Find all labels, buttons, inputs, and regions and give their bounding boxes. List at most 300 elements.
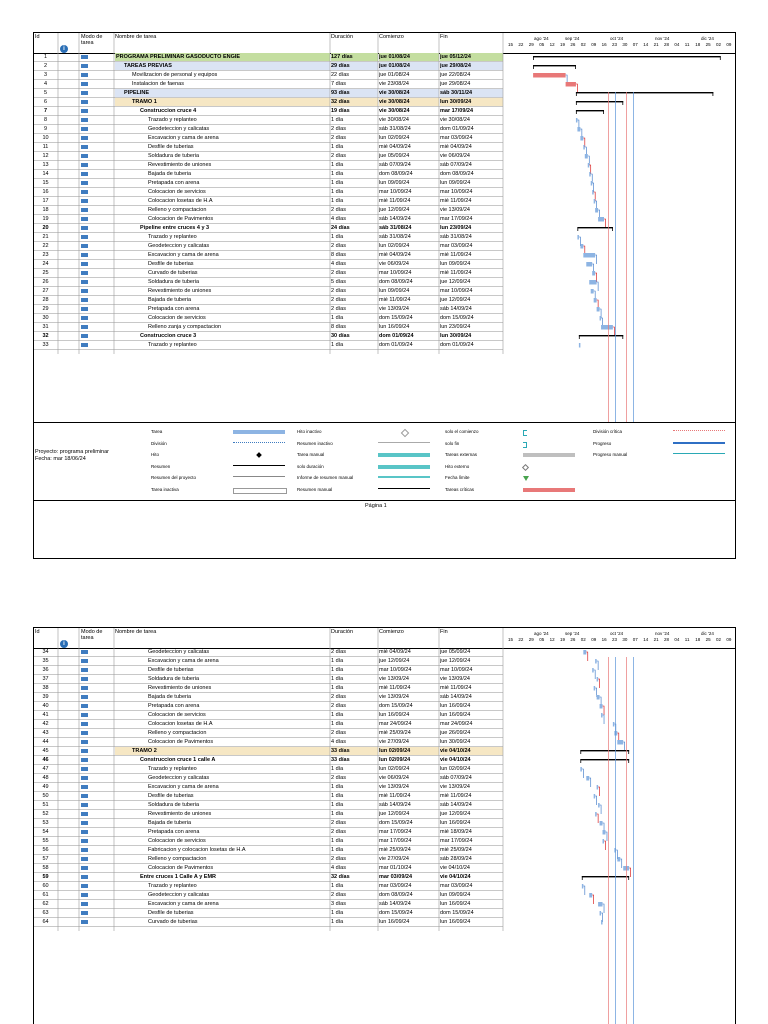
task-finish[interactable]: vie 04/10/24	[440, 865, 470, 871]
task-start[interactable]: vie 06/09/24	[379, 775, 409, 781]
task-duration[interactable]: 2 días	[331, 297, 346, 303]
task-start[interactable]: dom 08/09/24	[379, 171, 413, 177]
task-start[interactable]: dom 15/09/24	[379, 315, 413, 321]
task-duration[interactable]: 93 días	[331, 89, 378, 97]
task-finish[interactable]: mié 11/09/24	[440, 270, 472, 276]
col-duration[interactable]: Duración	[331, 629, 354, 635]
task-finish[interactable]: sáb 14/09/24	[440, 694, 472, 700]
task-name[interactable]: Colocacion losetas de H.A	[148, 198, 213, 204]
task-duration[interactable]: 1 día	[331, 162, 344, 168]
task-start[interactable]: dom 15/09/24	[379, 703, 413, 709]
task-name[interactable]: Colocacion de servicios	[148, 838, 206, 844]
task-start[interactable]: jue 12/09/24	[379, 207, 410, 213]
timescale-day: 30	[622, 637, 628, 642]
task-name[interactable]: Relleno y compactacion	[148, 856, 207, 862]
task-start[interactable]: dom 15/09/24	[379, 910, 413, 916]
col-finish[interactable]: Fin	[440, 34, 448, 40]
task-start[interactable]: jue 12/09/24	[379, 811, 410, 817]
task-name[interactable]: Relleno zanja y compactacion	[148, 324, 222, 330]
task-name[interactable]: Excavacion y cama de arena	[148, 252, 219, 258]
col-name[interactable]: Nombre de tarea	[115, 34, 157, 40]
task-duration[interactable]: 1 día	[331, 234, 344, 240]
task-start[interactable]: mar 17/09/24	[379, 838, 412, 844]
task-start[interactable]: jue 05/09/24	[379, 153, 410, 159]
task-name[interactable]: Construccion cruce 4	[140, 108, 197, 114]
task-finish[interactable]: mié 11/09/24	[440, 198, 472, 204]
task-start[interactable]: mar 01/10/24	[379, 865, 412, 871]
task-start[interactable]: dom 08/09/24	[379, 279, 413, 285]
task-duration[interactable]: 2 días	[331, 703, 346, 709]
task-name[interactable]: Revestimiento de uniones	[148, 685, 212, 691]
task-start[interactable]: jue 01/08/24	[379, 72, 410, 78]
task-finish[interactable]: jue 29/08/24	[440, 81, 471, 87]
row-id: 8	[43, 117, 48, 123]
task-finish[interactable]: sáb 31/08/24	[440, 234, 472, 240]
task-duration[interactable]: 2 días	[331, 243, 346, 249]
row-id: 21	[42, 234, 49, 240]
task-name[interactable]: Pipeline entre cruces 4 y 3	[140, 225, 210, 231]
task-duration[interactable]: 1 día	[331, 189, 344, 195]
task-finish[interactable]: mar 17/09/24	[440, 108, 474, 114]
task-start[interactable]: mar 03/09/24	[379, 874, 413, 880]
task-start[interactable]: lun 09/09/24	[379, 180, 410, 186]
task-name[interactable]: Desfile de tuberias	[148, 144, 194, 150]
row-id: 4	[43, 81, 48, 87]
task-duration[interactable]: 1 día	[331, 685, 344, 691]
task-finish[interactable]: jue 05/12/24	[440, 53, 503, 61]
task-finish[interactable]: vie 06/09/24	[440, 153, 470, 159]
task-duration[interactable]: 29 días	[331, 62, 378, 70]
task-start[interactable]: vie 23/08/24	[379, 81, 409, 87]
task-start[interactable]: mar 10/09/24	[379, 270, 412, 276]
task-duration[interactable]: 1 día	[331, 658, 344, 664]
task-duration[interactable]: 2 días	[331, 153, 346, 159]
task-name[interactable]: Curvado de tuberias	[148, 919, 198, 925]
row-id: 20	[42, 225, 49, 231]
row-id: 19	[42, 216, 49, 222]
task-name[interactable]: Revestimiento de uniones	[148, 811, 212, 817]
task-finish[interactable]: lun 23/09/24	[440, 225, 472, 231]
row-id: 49	[42, 784, 49, 790]
task-name[interactable]: Entre cruces 1 Calle A y EMR	[140, 874, 217, 880]
task-duration[interactable]: 2 días	[331, 694, 346, 700]
task-finish[interactable]: dom 15/09/24	[440, 910, 474, 916]
task-start[interactable]: sáb 31/08/24	[379, 126, 411, 132]
task-name[interactable]: Pretapada con arena	[148, 703, 200, 709]
task-duration[interactable]: 2 días	[331, 135, 346, 141]
task-finish[interactable]: sáb 30/11/24	[440, 89, 503, 97]
task-name[interactable]: Relleno y compactacion	[148, 730, 207, 736]
task-finish[interactable]: lun 09/09/24	[440, 892, 471, 898]
task-finish[interactable]: lun 02/09/24	[440, 766, 471, 772]
task-duration[interactable]: 1 día	[331, 802, 344, 808]
task-finish[interactable]: sáb 07/09/24	[440, 162, 472, 168]
task-start[interactable]: vie 06/09/24	[379, 261, 409, 267]
task-finish[interactable]: mar 03/09/24	[440, 883, 473, 889]
task-start[interactable]: mié 11/09/24	[379, 297, 411, 303]
task-name[interactable]: Construccion cruce 1 calle A	[140, 757, 216, 763]
task-name[interactable]: Revestimiento de uniones	[148, 162, 212, 168]
task-start[interactable]: vie 30/08/24	[379, 98, 439, 106]
task-duration[interactable]: 1 día	[331, 198, 344, 204]
task-finish[interactable]: lun 16/09/24	[440, 712, 471, 718]
task-start[interactable]: mié 04/09/24	[379, 252, 411, 258]
task-name[interactable]: Desfile de tuberias	[148, 667, 194, 673]
task-start[interactable]: mié 25/09/24	[379, 730, 411, 736]
task-start[interactable]: lun 02/09/24	[379, 747, 439, 755]
task-start[interactable]: dom 01/09/24	[379, 333, 414, 339]
task-finish[interactable]: sáb 28/09/24	[440, 856, 472, 862]
task-start[interactable]: vie 30/08/24	[379, 89, 439, 97]
task-duration[interactable]: 4 días	[331, 261, 346, 267]
timescale-day: 05	[539, 637, 545, 642]
task-finish[interactable]: mié 11/09/24	[440, 793, 472, 799]
timescale-day: 07	[632, 637, 638, 642]
task-finish[interactable]: vie 13/09/24	[440, 676, 470, 682]
col-name[interactable]: Nombre de tarea	[115, 629, 157, 635]
task-start[interactable]: vie 30/08/24	[379, 108, 410, 114]
task-finish[interactable]: dom 08/09/24	[440, 171, 474, 177]
task-finish[interactable]: mié 11/09/24	[440, 685, 472, 691]
task-name[interactable]: PROGRAMA PRELIMINAR GASODUCTO ENGIE	[115, 53, 330, 61]
task-name[interactable]: Bajada de tuberia	[148, 694, 192, 700]
task-duration[interactable]: 30 días	[331, 333, 350, 339]
task-finish[interactable]: mar 03/09/24	[440, 243, 473, 249]
legend-label: Progreso	[593, 440, 612, 446]
task-start[interactable]: mié 25/09/24	[379, 847, 411, 853]
task-finish[interactable]: lun 30/09/24	[440, 739, 471, 745]
task-start[interactable]: mar 10/09/24	[379, 189, 412, 195]
task-start[interactable]: dom 15/09/24	[379, 820, 413, 826]
task-name[interactable]: Pretapada con arena	[148, 306, 200, 312]
task-start[interactable]: mar 24/09/24	[379, 721, 412, 727]
task-name[interactable]: Desfile de tuberias	[148, 261, 194, 267]
task-name[interactable]: Geodeteccion y calicatas	[148, 126, 210, 132]
task-duration[interactable]: 2 días	[331, 126, 346, 132]
task-duration[interactable]: 7 días	[331, 81, 346, 87]
task-start[interactable]: mié 04/09/24	[379, 144, 411, 150]
row-id: 17	[42, 198, 49, 204]
task-duration[interactable]: 1 día	[331, 144, 344, 150]
task-finish[interactable]: mar 10/09/24	[440, 667, 473, 673]
project-date: Fecha: mar 18/06/24	[35, 456, 86, 462]
row-id: 1	[43, 54, 48, 60]
task-name[interactable]: Excavacion y cama de arena	[148, 658, 219, 664]
task-duration[interactable]: 1 día	[331, 883, 344, 889]
timescale-day: 26	[570, 42, 576, 47]
row-id: 64	[42, 919, 49, 925]
task-start[interactable]: lun 02/09/24	[379, 757, 411, 763]
task-start[interactable]: jue 01/08/24	[379, 53, 439, 61]
task-duration[interactable]: 1 día	[331, 811, 344, 817]
task-duration[interactable]: 5 días	[331, 279, 346, 285]
row-id: 11	[42, 144, 49, 150]
task-start[interactable]: mié 04/09/24	[379, 649, 411, 655]
task-finish[interactable]: lun 30/09/24	[440, 333, 472, 339]
task-name[interactable]: Excavacion y cama de arena	[148, 135, 219, 141]
task-duration[interactable]: 1 día	[331, 315, 344, 321]
col-start[interactable]: Comienzo	[379, 629, 404, 635]
task-duration[interactable]: 2 días	[331, 892, 346, 898]
task-start[interactable]: lun 02/09/24	[379, 243, 410, 249]
task-finish[interactable]: jue 12/09/24	[440, 297, 471, 303]
col-start[interactable]: Comienzo	[379, 34, 404, 40]
task-finish[interactable]: lun 09/09/24	[440, 261, 471, 267]
row-id: 16	[42, 189, 49, 195]
task-name[interactable]: Colocacion de Pavimentos	[148, 216, 214, 222]
task-duration[interactable]: 22 días	[331, 72, 350, 78]
task-name[interactable]: Colocacion de servicios	[148, 712, 206, 718]
task-duration[interactable]: 1 día	[331, 667, 344, 673]
col-mode[interactable]: Modo de tarea	[81, 34, 103, 46]
timescale-day: 04	[674, 42, 680, 47]
task-start[interactable]: lun 16/09/24	[379, 712, 410, 718]
task-duration[interactable]: 2 días	[331, 730, 346, 736]
task-finish[interactable]: sáb 14/09/24	[440, 306, 472, 312]
task-finish[interactable]: mié 11/09/24	[440, 252, 472, 258]
task-start[interactable]: mié 11/09/24	[379, 198, 411, 204]
task-duration[interactable]: 8 días	[331, 324, 346, 330]
task-start[interactable]: vie 27/09/24	[379, 856, 409, 862]
task-duration[interactable]: 19 días	[331, 108, 350, 114]
task-start[interactable]: dom 01/09/24	[379, 342, 413, 348]
task-duration[interactable]: 2 días	[331, 649, 346, 655]
task-name[interactable]: Colocacion de servicios	[148, 189, 206, 195]
task-duration[interactable]: 1 día	[331, 910, 344, 916]
task-start[interactable]: jue 12/09/24	[379, 658, 410, 664]
task-finish[interactable]: vie 13/09/24	[440, 207, 470, 213]
task-start[interactable]: vie 13/09/24	[379, 784, 409, 790]
task-duration[interactable]: 1 día	[331, 766, 344, 772]
task-duration[interactable]: 32 días	[331, 874, 350, 880]
task-name[interactable]: TRAMO 1	[115, 98, 330, 106]
task-name[interactable]: Desfile de tuberias	[148, 793, 194, 799]
task-duration[interactable]: 1 día	[331, 180, 344, 186]
task-duration[interactable]: 1 día	[331, 171, 344, 177]
task-duration[interactable]: 1 día	[331, 117, 344, 123]
task-name[interactable]: Revestimiento de uniones	[148, 288, 212, 294]
timescale-day: 28	[664, 42, 670, 47]
task-start[interactable]: vie 13/09/24	[379, 306, 409, 312]
task-name[interactable]: Excavacion y cama de arena	[148, 784, 219, 790]
row-id: 7	[43, 108, 48, 114]
task-finish[interactable]: lun 30/09/24	[440, 98, 503, 106]
task-duration[interactable]: 33 días	[331, 757, 350, 763]
task-name[interactable]: Pretapada con arena	[148, 180, 200, 186]
task-finish[interactable]: sáb 14/09/24	[440, 802, 472, 808]
task-finish[interactable]: lun 23/09/24	[440, 324, 471, 330]
task-finish[interactable]: lun 16/09/24	[440, 703, 471, 709]
task-name[interactable]: Curvado de tuberias	[148, 270, 198, 276]
task-start[interactable]: jue 01/08/24	[379, 62, 439, 70]
task-duration[interactable]: 2 días	[331, 306, 346, 312]
task-finish[interactable]: jue 26/09/24	[440, 730, 471, 736]
task-duration[interactable]: 4 días	[331, 865, 346, 871]
task-finish[interactable]: jue 12/09/24	[440, 279, 471, 285]
info-icon[interactable]: i	[60, 45, 68, 53]
timescale-day: 16	[601, 42, 607, 47]
row-id: 18	[42, 207, 49, 213]
timescale-day: 09	[726, 637, 732, 642]
task-duration[interactable]: 2 días	[331, 820, 346, 826]
gantt-guide-line	[633, 657, 634, 1024]
task-name[interactable]: Colocacion losetas de H.A	[148, 721, 213, 727]
task-duration[interactable]: 1 día	[331, 784, 344, 790]
task-name[interactable]: Pretapada con arena	[148, 829, 200, 835]
task-start[interactable]: sáb 31/08/24	[379, 225, 412, 231]
task-finish[interactable]: lun 16/09/24	[440, 820, 471, 826]
task-finish[interactable]: jue 12/09/24	[440, 658, 471, 664]
task-finish[interactable]: mar 03/09/24	[440, 135, 473, 141]
task-start[interactable]: sáb 14/09/24	[379, 802, 411, 808]
task-name[interactable]: Bajada de tuberia	[148, 297, 192, 303]
task-name[interactable]: Soldadura de tuberia	[148, 676, 200, 682]
task-duration[interactable]: 24 días	[331, 225, 350, 231]
task-duration[interactable]: 1 día	[331, 847, 344, 853]
task-finish[interactable]: jue 05/09/24	[440, 649, 471, 655]
task-duration[interactable]: 2 días	[331, 775, 346, 781]
task-duration[interactable]: 1 día	[331, 793, 344, 799]
task-duration[interactable]: 3 días	[331, 901, 346, 907]
task-finish[interactable]: lun 09/09/24	[440, 180, 471, 186]
task-start[interactable]: vie 13/09/24	[379, 694, 409, 700]
task-name[interactable]: Movilizacion de personal y equipos	[132, 72, 218, 78]
task-name[interactable]: Soldadura de tuberia	[148, 153, 200, 159]
task-duration[interactable]: 2 días	[331, 288, 346, 294]
task-finish[interactable]: dom 15/09/24	[440, 315, 474, 321]
task-name[interactable]: Relleno y compactacion	[148, 207, 207, 213]
task-finish[interactable]: mar 10/09/24	[440, 288, 473, 294]
task-start[interactable]: sáb 07/09/24	[379, 162, 411, 168]
task-start[interactable]: sáb 14/09/24	[379, 901, 411, 907]
timescale-day: 22	[518, 637, 524, 642]
task-duration[interactable]: 4 días	[331, 216, 346, 222]
col-id[interactable]: Id	[35, 629, 40, 635]
task-finish[interactable]: lun 16/09/24	[440, 919, 471, 925]
task-name[interactable]: Construccion cruce 3	[140, 333, 197, 339]
task-duration[interactable]: 1 día	[331, 342, 344, 348]
legend-label: División	[151, 440, 167, 446]
task-name[interactable]: Bajada de tuberia	[148, 171, 192, 177]
row-id: 62	[42, 901, 49, 907]
task-name[interactable]: Colocacion de Pavimentos	[148, 865, 214, 871]
info-icon[interactable]: i	[60, 640, 68, 648]
task-duration[interactable]: 2 días	[331, 829, 346, 835]
task-name[interactable]: Instalacion de faenas	[132, 81, 184, 87]
task-name[interactable]: Geodeteccion y calicatas	[148, 243, 210, 249]
task-start[interactable]: lun 09/09/24	[379, 288, 410, 294]
task-name[interactable]: Soldadura de tuberia	[148, 279, 200, 285]
task-duration[interactable]: 32 días	[331, 98, 378, 106]
task-duration[interactable]: 2 días	[331, 856, 346, 862]
task-finish[interactable]: lun 16/09/24	[440, 901, 471, 907]
task-name[interactable]: Trazado y replanteo	[148, 766, 197, 772]
task-start[interactable]: lun 02/09/24	[379, 766, 410, 772]
task-start[interactable]: lun 16/09/24	[379, 324, 410, 330]
col-duration[interactable]: Duración	[331, 34, 354, 40]
task-duration[interactable]: 8 días	[331, 252, 346, 258]
task-finish[interactable]: mar 10/09/24	[440, 189, 473, 195]
task-duration[interactable]: 1 día	[331, 838, 344, 844]
task-name[interactable]: TRAMO 2	[115, 747, 330, 755]
task-name[interactable]: Excavacion y cama de arena	[148, 901, 219, 907]
task-name[interactable]: Trazado y replanteo	[148, 117, 197, 123]
task-name[interactable]: Fabricacion y colocacion losetas de H.A	[148, 847, 246, 853]
task-name[interactable]: Geodeteccion y calicatas	[148, 892, 210, 898]
task-duration[interactable]: 33 días	[331, 747, 378, 755]
task-duration[interactable]: 4 días	[331, 739, 346, 745]
task-finish[interactable]: vie 30/08/24	[440, 117, 470, 123]
task-duration[interactable]: 2 días	[331, 207, 346, 213]
task-name[interactable]: Colocacion de Pavimentos	[148, 739, 214, 745]
task-finish[interactable]: jue 12/09/24	[440, 811, 471, 817]
task-finish[interactable]: sáb 07/09/24	[440, 775, 472, 781]
task-name[interactable]: Geodeteccion y calicatas	[148, 649, 210, 655]
col-mode[interactable]: Modo de tarea	[81, 629, 103, 641]
task-finish[interactable]: vie 04/10/24	[440, 874, 471, 880]
task-name[interactable]: Trazado y replanteo	[148, 883, 197, 889]
task-start[interactable]: sáb 31/08/24	[379, 234, 411, 240]
task-name[interactable]: Soldadura de tuberia	[148, 802, 200, 808]
task-duration[interactable]: 1 día	[331, 712, 344, 718]
task-finish[interactable]: vie 04/10/24	[440, 747, 503, 755]
task-start[interactable]: lun 16/09/24	[379, 919, 410, 925]
task-start[interactable]: mar 10/09/24	[379, 667, 412, 673]
task-name[interactable]: Trazado y replanteo	[148, 234, 197, 240]
task-duration[interactable]: 2 días	[331, 270, 346, 276]
task-finish[interactable]: mar 17/09/24	[440, 216, 473, 222]
task-start[interactable]: mié 11/09/24	[379, 685, 411, 691]
gantt-guide-line	[608, 657, 609, 1024]
task-start[interactable]: vie 13/09/24	[379, 676, 409, 682]
task-name[interactable]: TAREAS PREVIAS	[115, 62, 330, 70]
task-name[interactable]: PIPELINE	[115, 89, 330, 97]
task-start[interactable]: lun 02/09/24	[379, 135, 410, 141]
task-start[interactable]: dom 08/09/24	[379, 892, 413, 898]
task-name[interactable]: Trazado y replanteo	[148, 342, 197, 348]
col-finish[interactable]: Fin	[440, 629, 448, 635]
task-start[interactable]: mié 11/09/24	[379, 793, 411, 799]
task-start[interactable]: sáb 14/09/24	[379, 216, 411, 222]
task-start[interactable]: vie 27/09/24	[379, 739, 409, 745]
task-duration[interactable]: 1 día	[331, 676, 344, 682]
timescale-day: 21	[653, 637, 659, 642]
col-id[interactable]: Id	[35, 34, 40, 40]
task-duration[interactable]: 1 día	[331, 919, 344, 925]
task-finish[interactable]: mié 04/09/24	[440, 144, 472, 150]
task-name[interactable]: Desfile de tuberias	[148, 910, 194, 916]
task-finish[interactable]: dom 01/09/24	[440, 126, 474, 132]
task-finish[interactable]: vie 04/10/24	[440, 757, 471, 763]
task-finish[interactable]: dom 01/09/24	[440, 342, 474, 348]
task-start[interactable]: vie 30/08/24	[379, 117, 409, 123]
task-finish[interactable]: mar 24/09/24	[440, 721, 473, 727]
task-finish[interactable]: mar 17/09/24	[440, 838, 473, 844]
task-duration[interactable]: 127 días	[331, 53, 378, 61]
task-finish[interactable]: jue 29/08/24	[440, 62, 503, 70]
task-name[interactable]: Geodeteccion y calicatas	[148, 775, 210, 781]
task-finish[interactable]: jue 22/08/24	[440, 72, 471, 78]
task-start[interactable]: mar 17/09/24	[379, 829, 412, 835]
task-start[interactable]: mar 03/09/24	[379, 883, 412, 889]
task-name[interactable]: Bajada de tuberia	[148, 820, 192, 826]
task-finish[interactable]: vie 13/09/24	[440, 784, 470, 790]
task-finish[interactable]: mié 25/09/24	[440, 847, 472, 853]
task-name[interactable]: Colocacion de servicios	[148, 315, 206, 321]
task-duration[interactable]: 1 día	[331, 721, 344, 727]
legend-label: División crítica	[593, 429, 623, 434]
task-finish[interactable]: mié 18/09/24	[440, 829, 472, 835]
